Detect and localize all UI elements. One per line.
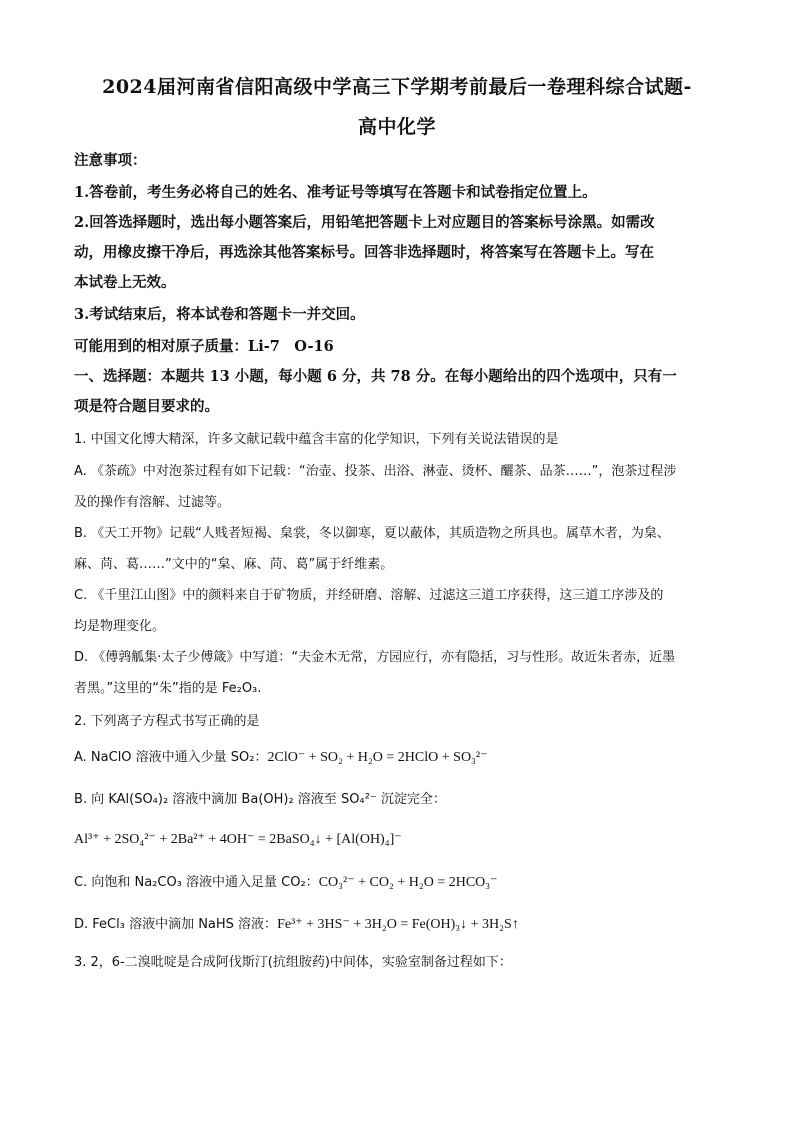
q1-option-d-line2: 者黑。”这里的“朱”指的是 Fe₂O₃. — [74, 681, 262, 696]
q2-option-d-equation: Fe³⁺ + 3HS⁻ + 3H₂O = Fe(OH)₃↓ + 3H₂S↑ — [277, 917, 519, 932]
q2-option-c-label: C. 向饱和 Na₂CO₃ 溶液中通入足量 CO₂： — [74, 875, 319, 890]
q1-option-b-line2: 麻、苘、葛……”文中的“枲、麻、苘、葛”属于纤维素。 — [74, 557, 394, 572]
notice-item-2c: 本试卷上无效。 — [74, 274, 176, 291]
notice-item-2b: 动，用橡皮擦干净后，再选涂其他答案标号。回答非选择题时，将答案写在答题卡上。写在 — [74, 244, 654, 261]
q2-option-d — [74, 915, 724, 935]
notice-item-2a: 2.回答选择题时，选出每小题答案后，用铅笔把答题卡上对应题目的答案标号涂黑。如需改 — [74, 214, 655, 231]
q2-option-a-equation: 2ClO⁻ + SO₂ + H₂O = 2HClO + SO₃²⁻ — [267, 750, 488, 765]
q2-option-b-label: B. 向 KAl(SO₄)₂ 溶液中滴加 Ba(OH)₂ 溶液至 SO₄²⁻ 沉淀完全： — [74, 792, 446, 807]
notice-item-3: 3.考试结束后，将本试卷和答题卡一并交回。 — [74, 306, 365, 323]
section1-heading-a: 一、选择题：本题共 13 小题，每小题 6 分，共 78 分。在每小题给出的四个选项中，只有一 — [74, 368, 677, 385]
q1-option-d-line1: D. 《傅鹑觚集·太子少傅箴》中写道：“夫金木无常，方园应行，亦有隐括，习与性形。故近朱者赤，近墨 — [74, 650, 676, 665]
q2-option-c — [74, 873, 724, 893]
q2-option-d-label: D. FeCl₃ 溶液中滴加 NaHS 溶液： — [74, 917, 278, 932]
q2-option-a — [74, 748, 724, 768]
q1-option-c-line1: C. 《千里江山图》中的颜料来自于矿物质，并经研磨、溶解、过滤这三道工序获得，这三道工序涉及的 — [74, 588, 664, 603]
q2-option-c-equation: CO₃²⁻ + CO₂ + H₂O = 2HCO₃⁻ — [318, 875, 498, 890]
q2-option-b-equation: Al³⁺ + 2SO₄²⁻ + 2Ba²⁺ + 4OH⁻ = 2BaSO₄↓ + [Al(OH)₄]⁻ — [74, 832, 402, 847]
q1-stem: 1. 中国文化博大精深，许多文献记载中蕴含丰富的化学知识，下列有关说法错误的是 — [74, 432, 559, 447]
q3-stem: 3. 2，6-二溴吡啶是合成阿伐斯汀(抗组胺药)中间体，实验室制备过程如下： — [74, 955, 512, 970]
page-title-line1: 2024届河南省信阳高级中学高三下学期考前最后一卷理科综合试题- — [102, 76, 692, 98]
atomic-mass-line: 可能用到的相对原子质量：Li-7 O-16 — [74, 338, 334, 355]
q1-option-b-line1: B. 《天工开物》记载“人贱者短褐、枲裳，冬以御寒，夏以蔽体，其质造物之所具也。属草木者，为枲、 — [74, 526, 670, 541]
notice-item-1: 1.答卷前，考生务必将自己的姓名、准考证号等填写在答题卡和试卷指定位置上。 — [74, 184, 597, 201]
q2-option-a-label: A. NaClO 溶液中通入少量 SO₂： — [74, 750, 268, 765]
q2-stem: 2. 下列离子方程式书写正确的是 — [74, 714, 260, 729]
notice-heading: 注意事项： — [74, 152, 147, 169]
q1-option-c-line2: 均是物理变化。 — [74, 619, 166, 634]
q1-option-a-line1: A. 《茶疏》中对泡茶过程有如下记载：“治壶、投茶、出浴、淋壶、烫杯、釃茶、品茶……”，泡茶过程涉 — [74, 464, 677, 479]
section1-heading-b: 项是符合题目要求的。 — [74, 398, 219, 415]
page-title-line2: 高中化学 — [357, 116, 436, 138]
q1-option-a-line2: 及的操作有溶解、过滤等。 — [74, 495, 231, 510]
